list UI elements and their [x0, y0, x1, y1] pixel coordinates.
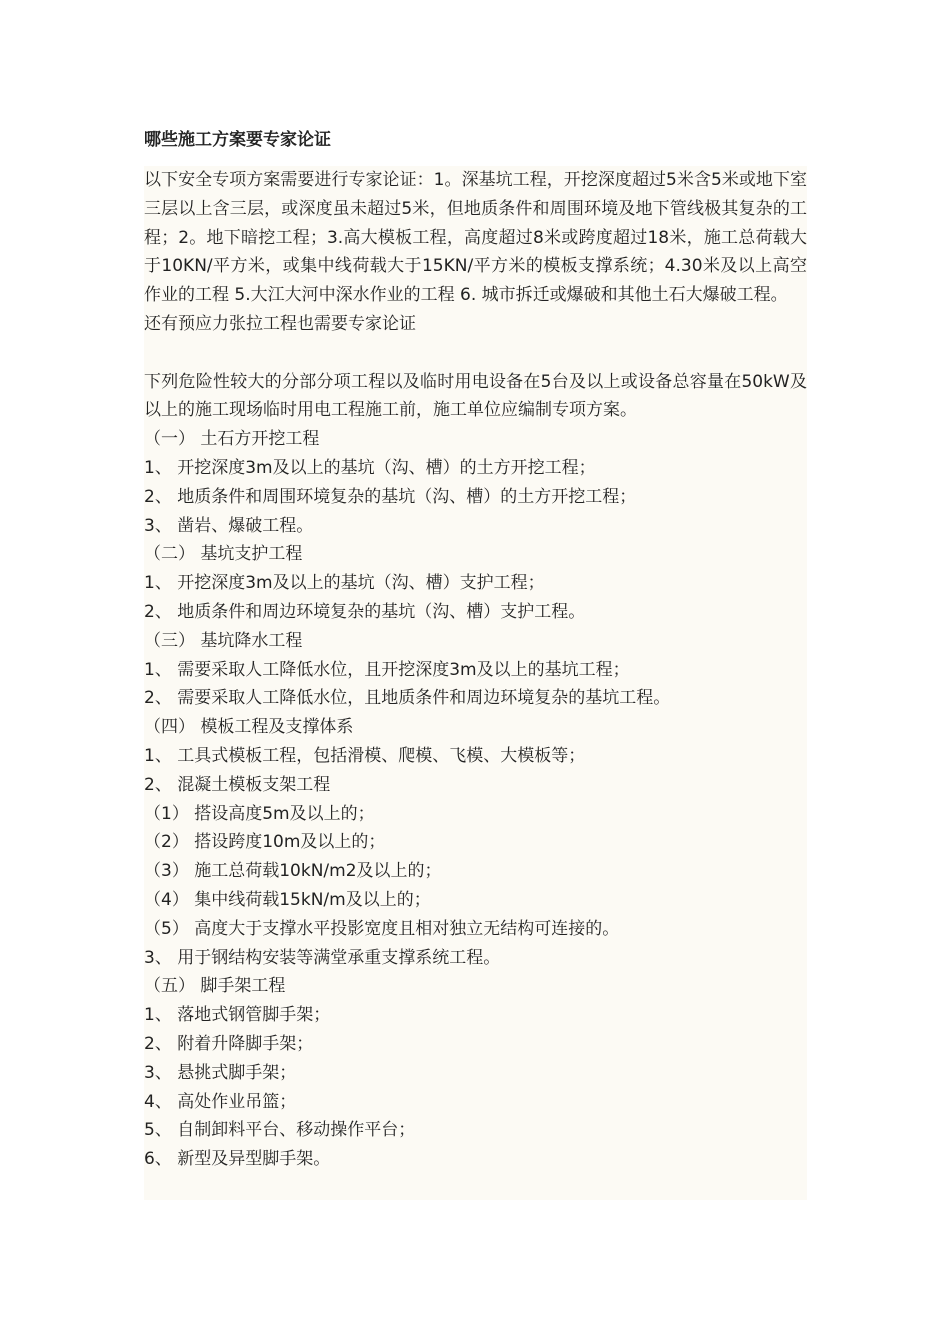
document-body	[144, 166, 807, 1200]
list-item: （3） 施工总荷载10kN/m2及以上的；	[144, 861, 442, 882]
list-item: （5） 高度大于支撑水平投影宽度且相对独立无结构可连接的。	[144, 918, 620, 939]
list-item: 3、 用于钢结构安装等满堂承重支撑系统工程。	[144, 947, 501, 968]
list-item: （三） 基坑降水工程	[144, 630, 303, 651]
list-item: （二） 基坑支护工程	[144, 544, 303, 565]
note-line: 还有预应力张拉工程也需要专家论证	[144, 313, 416, 334]
list-item: 3、 凿岩、爆破工程。	[144, 515, 314, 536]
list-item: 2、 地质条件和周边环境复杂的基坑（沟、槽）支护工程。	[144, 601, 586, 622]
list-item: 1、 工具式模板工程，包括滑模、爬模、飞模、大模板等；	[144, 745, 586, 766]
list-item: 1、 开挖深度3m及以上的基坑（沟、槽）支护工程；	[144, 573, 545, 594]
intro-paragraph: 以下安全专项方案需要进行专家论证：1。深基坑工程，开挖深度超过5米含5米或地下室三层以上含三层，或深度虽未超过5米，但地质条件和周围环境及地下管线极其复杂的工程；2。地下暗挖工程；3.高大模板工程，高度超过8米或跨度超过18米，施工总荷载大于10KN/平方米，或集中线荷载大于15KN/平方米的模板支撑系统；4.30米及以上高空作业的工程 5.大江大河中深水作业的工程 6. 城市拆迁或爆破和其他土石大爆破工程。	[144, 170, 807, 306]
list-item: 2、 混凝土模板支架工程	[144, 774, 331, 795]
second-paragraph: 下列危险性较大的分部分项工程以及临时用电设备在5台及以上或设备总容量在50kW及以上的施工现场临时用电工程施工前，施工单位应编制专项方案。	[144, 371, 807, 421]
list-item: 5、 自制卸料平台、移动操作平台；	[144, 1120, 416, 1141]
list-item: 6、 新型及异型脚手架。	[144, 1149, 331, 1170]
list-item: 3、 悬挑式脚手架；	[144, 1062, 297, 1083]
blank-line	[144, 339, 807, 368]
item-list	[144, 425, 807, 1174]
list-item: （四） 模板工程及支撑体系	[144, 717, 354, 738]
list-item: （4） 集中线荷载15kN/m及以上的；	[144, 889, 431, 910]
list-item: （1） 搭设高度5m及以上的；	[144, 803, 375, 824]
list-item: 1、 需要采取人工降低水位，且开挖深度3m及以上的基坑工程；	[144, 659, 630, 680]
list-item: （2） 搭设跨度10m及以上的；	[144, 832, 386, 853]
list-item: 4、 高处作业吊篮；	[144, 1091, 297, 1112]
list-item: （一） 土石方开挖工程	[144, 429, 320, 450]
list-item: 1、 开挖深度3m及以上的基坑（沟、槽）的土方开挖工程；	[144, 457, 596, 478]
list-item: 2、 地质条件和周围环境复杂的基坑（沟、槽）的土方开挖工程；	[144, 486, 637, 507]
document-title: 哪些施工方案要专家论证	[144, 130, 331, 150]
list-item: 2、 需要采取人工降低水位，且地质条件和周边环境复杂的基坑工程。	[144, 688, 671, 709]
list-item: 2、 附着升降脚手架；	[144, 1033, 314, 1054]
list-item: 1、 落地式钢管脚手架；	[144, 1005, 331, 1026]
list-item: （五） 脚手架工程	[144, 976, 286, 997]
